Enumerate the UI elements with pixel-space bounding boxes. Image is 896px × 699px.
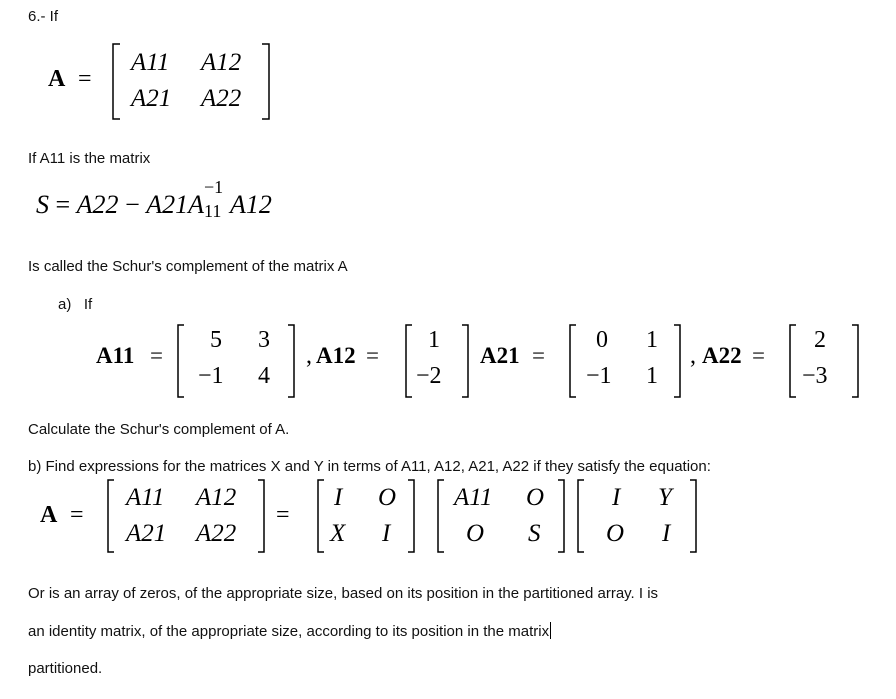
note-line-1: Or is an array of zeros, of the appropriate size, based on its position in the partitioned array. I is (28, 585, 659, 602)
bracket-right (258, 480, 264, 552)
a12-v1: 1 (428, 327, 440, 353)
equals-sign: = (276, 502, 290, 528)
m2-x: X (330, 520, 346, 547)
bracket-right (262, 44, 269, 119)
equals-sign: = (78, 66, 92, 92)
m1-a21: A21 (126, 520, 167, 547)
comma: , (690, 343, 696, 369)
bracket-right (852, 325, 858, 397)
a22-v2: −3 (802, 363, 828, 389)
m3-o2: O (466, 520, 485, 547)
m2-i: I (334, 484, 343, 511)
m2-o: O (378, 484, 397, 511)
part-a-label: a) If (58, 296, 93, 313)
bracket-left (570, 325, 576, 397)
a11-v2: 3 (258, 327, 270, 353)
m3-s: S (528, 520, 541, 547)
m2-i2: I (382, 520, 391, 547)
bracket-left (108, 480, 114, 552)
bracket-right (558, 480, 564, 552)
m4-i: I (612, 484, 621, 511)
calculate-text: Calculate the Schur's complement of A. (28, 421, 290, 438)
a22-v1: 2 (814, 327, 826, 353)
a21-v3: −1 (586, 363, 612, 389)
equals-sign: = (150, 343, 163, 368)
name-a12: A12 (316, 343, 356, 368)
note-line-2[interactable]: an identity matrix, of the appropriate size, according to its position in the matrix (28, 623, 550, 640)
m3-o: O (526, 484, 545, 511)
name-a11: A11 (96, 343, 135, 368)
comma: , (306, 343, 312, 369)
m1-a11: A11 (126, 484, 165, 511)
bracket-left (438, 480, 444, 552)
name-a22: A22 (702, 343, 742, 368)
equals-sign: = (70, 502, 84, 528)
m3-a11: A11 (454, 484, 493, 511)
block-a12: A12 (201, 49, 242, 76)
lhs-A: A (48, 66, 66, 92)
bracket-left (318, 480, 324, 552)
equals-sign: = (366, 343, 379, 368)
called-text: Is called the Schur's complement of the matrix A (28, 258, 348, 275)
m4-o: O (606, 520, 625, 547)
bracket-left (113, 44, 120, 119)
bracket-right (288, 325, 294, 397)
a12-v2: −2 (416, 363, 442, 389)
text-cursor (550, 622, 551, 639)
equals-sign: = (532, 343, 545, 368)
bracket-right (690, 480, 696, 552)
schur-formula: S = A22 − A21A −1 11 A12 (36, 177, 272, 221)
block-a21: A21 (131, 85, 172, 112)
m1-a22: A22 (196, 520, 237, 547)
a21-v4: 1 (646, 363, 658, 389)
block-a11: A11 (131, 49, 170, 76)
m4-y: Y (658, 484, 672, 511)
a21-v2: 1 (646, 327, 658, 353)
a11-v3: −1 (198, 363, 224, 389)
block-a22: A22 (201, 85, 242, 112)
m1-a12: A12 (196, 484, 237, 511)
a11-v1: 5 (210, 327, 222, 353)
bracket-right (462, 325, 468, 397)
problem-number: 6.- If (28, 8, 59, 25)
part-b-instruction: b) Find expressions for the matrices X and Y in terms of A11, A12, A21, A22 if they satisfy the equation: (28, 458, 711, 475)
bracket-left (790, 325, 796, 397)
bracket-left (578, 480, 584, 552)
bracket-right (408, 480, 414, 552)
m4-i2: I (662, 520, 671, 547)
bracket-left (178, 325, 184, 397)
bracket-right (674, 325, 680, 397)
bracket-left (406, 325, 412, 397)
equals-sign: = (752, 343, 765, 368)
a21-v1: 0 (596, 327, 608, 353)
note-line-3: partitioned. (28, 660, 103, 677)
intro-text: If A11 is the matrix (28, 150, 151, 167)
name-a21: A21 (480, 343, 520, 368)
a11-v4: 4 (258, 363, 270, 389)
lhs-A: A (40, 502, 58, 528)
